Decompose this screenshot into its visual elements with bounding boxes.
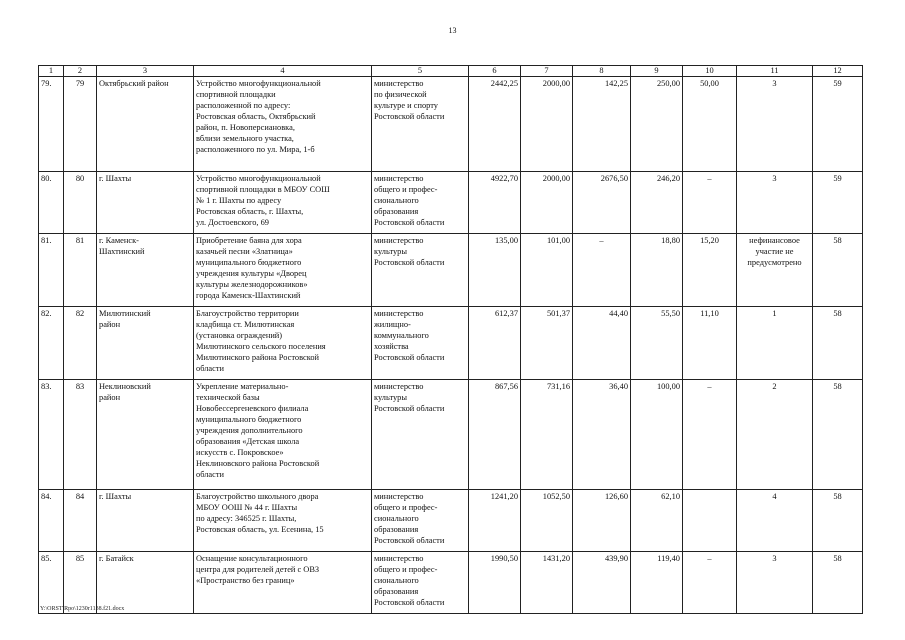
amount-cell: 44,40 [573, 307, 631, 380]
document-file-path: Y:\ORST\Rpo\1230r1138.f21.docx [40, 606, 125, 612]
amount-cell: 2000,00 [521, 172, 573, 234]
rating-cell: 58 [813, 234, 863, 307]
table-row [39, 380, 863, 490]
column-header: 4 [194, 66, 372, 77]
item-number-cell: 81 [64, 234, 97, 307]
column-header: 6 [469, 66, 521, 77]
row-number-cell: 81. [39, 234, 64, 307]
amount-cell: 55,50 [631, 307, 683, 380]
amount-cell: 62,10 [631, 490, 683, 552]
amount-cell: 119,40 [631, 552, 683, 614]
page-number: 13 [448, 26, 457, 35]
row-number-cell: 83. [39, 380, 64, 490]
table-row [39, 552, 863, 614]
project-description-cell: Укрепление материально- технической базы Новобессергеневского филиала муниципального бюджетного учреждения дополнительного образования «Детская школа искусств с. Покровское» Неклиновского района Ростовской области [194, 380, 372, 490]
amount-cell: 1990,50 [469, 552, 521, 614]
amount-cell: – [683, 172, 737, 234]
amount-cell: 126,60 [573, 490, 631, 552]
item-number-cell: 79 [64, 77, 97, 172]
column-header: 8 [573, 66, 631, 77]
rating-cell: 58 [813, 307, 863, 380]
item-number-cell: 82 [64, 307, 97, 380]
municipality-cell: г. Каменск- Шахтинский [97, 234, 194, 307]
amount-cell: 11,10 [683, 307, 737, 380]
rating-cell: 59 [813, 172, 863, 234]
ministry-cell: министерство культуры Ростовской области [372, 380, 469, 490]
amount-cell: 250,00 [631, 77, 683, 172]
table-header-row [39, 66, 863, 77]
row-number-cell: 84. [39, 490, 64, 552]
rating-cell: 58 [813, 490, 863, 552]
project-description-cell: Благоустройство школьного двора МБОУ ООШ № 44 г. Шахты по адресу: 346525 г. Шахты, Ростовская область, ул. Есенина, 15 [194, 490, 372, 552]
item-number-cell: 84 [64, 490, 97, 552]
row-number-cell: 85. [39, 552, 64, 614]
ministry-cell: министерство жилищно- коммунального хозяйства Ростовской области [372, 307, 469, 380]
column-header: 7 [521, 66, 573, 77]
amount-cell: 2000,00 [521, 77, 573, 172]
item-number-cell: 83 [64, 380, 97, 490]
data-table [38, 65, 863, 614]
amount-cell: 867,56 [469, 380, 521, 490]
row-number-cell: 82. [39, 307, 64, 380]
amount-cell: 501,37 [521, 307, 573, 380]
table-row [39, 77, 863, 172]
amount-cell: – [683, 552, 737, 614]
ministry-cell: министерство по физической культуре и спорту Ростовской области [372, 77, 469, 172]
amount-cell: 439,90 [573, 552, 631, 614]
amount-cell: 1241,20 [469, 490, 521, 552]
column-header: 9 [631, 66, 683, 77]
column-header: 12 [813, 66, 863, 77]
table-row [39, 490, 863, 552]
item-number-cell: 80 [64, 172, 97, 234]
amount-cell: 2676,50 [573, 172, 631, 234]
project-description-cell: Благоустройство территории кладбища ст. Милютинская (установка ограждений) Милютинского сельского поселения Милютинского района Ростовской области [194, 307, 372, 380]
rating-cell: 59 [813, 77, 863, 172]
amount-cell [683, 490, 737, 552]
amount-cell: 612,37 [469, 307, 521, 380]
amount-cell: 1052,50 [521, 490, 573, 552]
participation-cell: 4 [737, 490, 813, 552]
participation-cell: 3 [737, 172, 813, 234]
amount-cell: 1431,20 [521, 552, 573, 614]
row-number-cell: 80. [39, 172, 64, 234]
amount-cell: 18,80 [631, 234, 683, 307]
item-number-cell: 85 [64, 552, 97, 614]
ministry-cell: министерство культуры Ростовской области [372, 234, 469, 307]
municipality-cell: г. Шахты [97, 490, 194, 552]
municipality-cell: г. Батайск [97, 552, 194, 614]
table-row [39, 307, 863, 380]
ministry-cell: министерство общего и профес- сионального образования Ростовской области [372, 172, 469, 234]
ministry-cell: министерство общего и профес- сионального образования Ростовской области [372, 490, 469, 552]
amount-cell: 135,00 [469, 234, 521, 307]
participation-cell: 2 [737, 380, 813, 490]
amount-cell: 731,16 [521, 380, 573, 490]
project-description-cell: Устройство многофункциональной спортивной площадки расположенной по адресу: Ростовская область, Октябрьский район, п. Новоперсиановка, вблизи земельного участка, расположенного по ул. Мира, 1-б [194, 77, 372, 172]
participation-cell: 3 [737, 552, 813, 614]
participation-cell: 3 [737, 77, 813, 172]
project-description-cell: Оснащение консультационного центра для родителей детей с ОВЗ «Пространство без границ» [194, 552, 372, 614]
table-row [39, 172, 863, 234]
amount-cell: 50,00 [683, 77, 737, 172]
project-description-cell: Устройство многофункциональной спортивной площадки в МБОУ СОШ № 1 г. Шахты по адресу Ростовская область, г. Шахты, ул. Достоевского, 69 [194, 172, 372, 234]
table-row [39, 234, 863, 307]
column-header: 11 [737, 66, 813, 77]
municipality-cell: г. Шахты [97, 172, 194, 234]
participation-cell: 1 [737, 307, 813, 380]
rating-cell: 58 [813, 552, 863, 614]
amount-cell: 142,25 [573, 77, 631, 172]
amount-cell: 2442,25 [469, 77, 521, 172]
rating-cell: 58 [813, 380, 863, 490]
amount-cell: 4922,70 [469, 172, 521, 234]
row-number-cell: 79. [39, 77, 64, 172]
column-header: 10 [683, 66, 737, 77]
ministry-cell: министерство общего и профес- сионального образования Ростовской области [372, 552, 469, 614]
column-header: 3 [97, 66, 194, 77]
column-header: 2 [64, 66, 97, 77]
amount-cell: 101,00 [521, 234, 573, 307]
column-header: 5 [372, 66, 469, 77]
amount-cell: – [573, 234, 631, 307]
amount-cell: – [683, 380, 737, 490]
project-description-cell: Приобретение баяна для хора казачьей песни «Златница» муниципального бюджетного учреждения культуры «Дворец культуры железнодорожников» города Каменск-Шахтинский [194, 234, 372, 307]
municipality-cell: Октябрьский район [97, 77, 194, 172]
amount-cell: 15,20 [683, 234, 737, 307]
participation-cell: нефинансовое участие не предусмотрено [737, 234, 813, 307]
municipality-cell: Милютинский район [97, 307, 194, 380]
column-header: 1 [39, 66, 64, 77]
amount-cell: 246,20 [631, 172, 683, 234]
municipality-cell: Неклиновский район [97, 380, 194, 490]
amount-cell: 36,40 [573, 380, 631, 490]
amount-cell: 100,00 [631, 380, 683, 490]
